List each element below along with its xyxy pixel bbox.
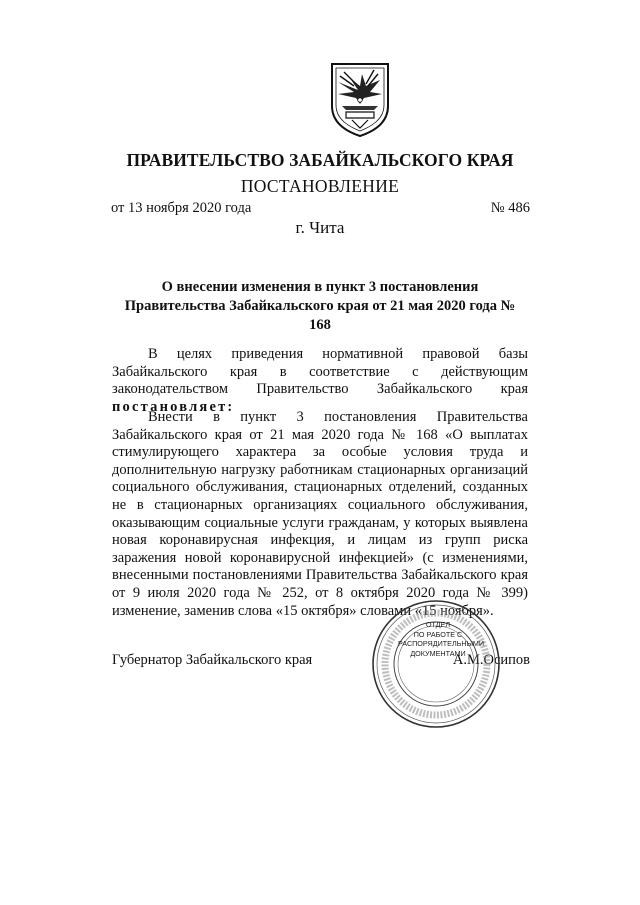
resolution-paragraph: Внести в пункт 3 постановления Правительства Забайкальского края от 21 мая 2020 года № 168 «О выплатах стимулирующего характера за особые условия труда и дополнительную нагрузку работникам стационарных организаций социального обслуживания, стационарных отделений, созданных не в стационарных организациях социального обслуживания, оказывающим социальные услуги гражданам, у которых выявлена новая коронавирусная инфекция, и лицам из групп риска заражения новой коронавирусной инфекцией» (с изменениями, внесенными постановлениями Правительства Забайкальского края от 9 июля 2020 года № 252, от 8 октября 2020 года № 399) изменение, заменив слова «15 октября» словами «15 ноября». xyxy=(112,409,528,619)
preamble-paragraph xyxy=(112,346,528,416)
decision-word: постановляет: xyxy=(112,398,235,415)
signer-name: А.М.Осипов xyxy=(452,652,530,668)
stamp-line: ОТДЕЛ xyxy=(425,620,451,629)
document-number: № 486 xyxy=(490,200,530,216)
coat-of-arms-emblem xyxy=(328,60,392,138)
stamp-line: ДОКУМЕНТАМИ xyxy=(410,648,466,658)
preamble-text: В целях приведения нормативной правовой базы Забайкальского края в соответствие с действующим законодательством Правительство Забайкальского края xyxy=(112,346,528,398)
document-type: ПОСТАНОВЛЕНИЕ xyxy=(240,176,400,196)
document-subject: О внесении изменения в пункт 3 постановления Правительства Забайкальского края от 21 мая 2020 года № 168 xyxy=(124,279,516,333)
signer-title: Губернатор Забайкальского края xyxy=(112,652,313,668)
document-city: г. Чита xyxy=(295,218,345,237)
official-stamp xyxy=(370,598,502,730)
stamp-line: ПО РАБОТЕ С xyxy=(413,629,463,639)
stamp-department-text xyxy=(398,620,485,658)
government-title: ПРАВИТЕЛЬСТВО ЗАБАЙКАЛЬСКОГО КРАЯ xyxy=(126,150,514,170)
stamp-line: РАСПОРЯДИТЕЛЬНЫМИ xyxy=(398,639,485,648)
document-date: от 13 ноября 2020 года xyxy=(111,200,252,216)
